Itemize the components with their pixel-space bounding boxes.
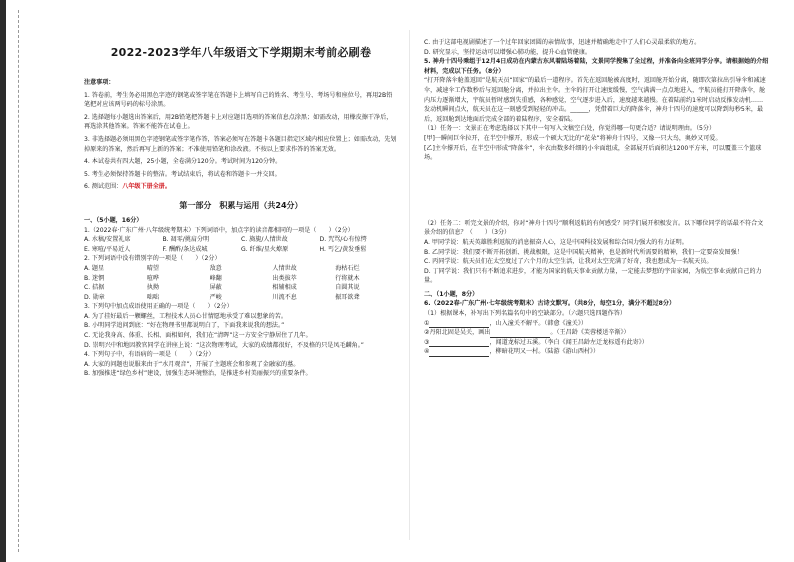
q6-line-post: ，柳暗花明又一村。（陆游《游山西村》） [489,348,600,356]
q5-choice-yi: [乙]主伞撑开后，在半空中形成“降落伞”，伞衣由数多纤细的小伞面组成，全部展开后面积达1200平方米，可以覆盖三个篮球场。 [424,144,762,162]
notice-item-6-prefix: 6. 测试范围： [84,183,123,191]
q1-option[interactable]: H. 丐乞/黄发垂髫 [319,245,367,253]
q2-options [84,264,398,302]
q4-option-b[interactable]: B. 加强推进“绿色乡村”建设，加强生态环境整治，是推进乡村美丽振兴的重要条件。 [84,370,312,378]
q2-cell: 咄咄 [146,293,159,301]
q3-option-a[interactable]: A. 为了挂好最后一颗螺丝，工程技术人员心甘情愿地承受了难以想象的苦。 [84,312,287,320]
q5-stem: 5. 神舟十四号乘组于12月4日成功在内蒙古东风着陆场着陆，文景同学搜集了全过程，并准备向全班同学分享。请根据她的介绍材料，完成以下任务。（8分） [424,58,769,75]
part1-title: 第一部分 积累与运用（共24分） [179,200,303,210]
q6-line-post: ，闻道龙标过五溪。（李白《闻王昌龄左迁龙标遥有此寄》） [489,338,648,346]
q6-line-post: 。（王昌龄《芙蓉楼送辛渐》） [550,329,630,337]
q2-cell: 自圆其说 [335,284,360,292]
q3-stem: 3. 下列句中加点成语使用正确的一项是（ ）（2分） [84,303,233,311]
q2-cell: 峰翻 [209,274,222,282]
q6-line-post: ，山入潼关不解平。（韩愈《潼关》） [489,319,587,327]
binding-strip [0,0,6,562]
q6-line-4 [424,347,769,357]
q1-option[interactable]: B. 凋零/挑肩分明 [162,236,210,244]
fill-blank[interactable] [429,350,489,357]
q5-passage: “打开降落伞舱盖返回”是航天员“回家”的最后一道程序。首先在返回舱被高度时，返回舱开始分离，随即次第拉出引导伞和减速伞，减速伞工作数秒后与返回舱分离，并拉出主伞。主伞的打开让速度缓慢，空气满满一点点地进入，宇航员能打开降落伞，舱内压力逐渐增大，宇航员暂时感到失重感，各种感觉，空气逐步进入后，速度越来越慢。在着陆前约1米时启动反推发动机……发动机瞬间点火，航天员在这一刻感受到轻轻的冲击。______，凭借着巨大的降落伞，神舟十四号的速度可以降到每秒5米，最后，返回舱到达地面后完成全部的着陆程序，安全着陆。 [424,77,766,123]
q4-option-c[interactable]: C. 由于这部电视剧描述了一个过年回家团圆的亲情故事，迅速并精确地走中了人们心灵最柔软的地方。 [424,39,701,46]
seal-line [8,10,19,552]
q6-sub: （1）根据课本，补写出下列名篇名句中的空缺部分。（六题只选四题作答） [424,310,626,318]
left-column [84,0,398,379]
notice-item-4: 4. 本试卷共有四大题，25小题，全卷满分120分。考试时间为120分钟。 [84,158,282,166]
q6-line-no: ④ [424,348,430,356]
column-divider [409,30,410,540]
q5-option-a[interactable]: A. 甲同学说：航天英雄胜利返航的消息振奋人心，这是中国科技发展和综合国力强大的有力证明。 [424,238,688,246]
q2-cell: 相辅相成 [272,284,297,292]
q2-cell: 晴望 [146,264,159,272]
q2-cell[interactable]: B. 迷惘 [84,274,105,282]
q2-cell: 行将就木 [335,274,360,282]
notice-item-6 [84,182,398,192]
notice-item-1: 1. 答卷前，考生务必用黑色字迹的钢笔或签字笔在答题卡上填写自己的姓名、考生号、考场号和座位号，再用2B铅笔把对应该两号码的标号涂黑。 [84,91,393,109]
page-title: 2022-2023学年八年级语文下学期期末考前必刷卷 [110,46,372,59]
notice-heading: 注意事项： [84,79,115,86]
q3-option-b[interactable]: B. 小明同学追问到底：“好在物理书里都说明白了，下面我来说我的想法。” [84,322,285,330]
q1-option[interactable]: D. 咒骂/心有惊愕 [319,236,367,244]
q2-cell: 人情世故 [272,264,297,272]
section1-title: 一、（5小题，16分） [84,216,143,224]
notice-item-5: 5. 考生必须保持答题卡的整洁。考试结束后，将试卷和答题卡一并交回。 [84,170,281,178]
q2-stem: 2. 下列词语中没有错别字的一项是（ ）（2分） [84,255,221,263]
right-column [424,38,769,357]
q1-option[interactable]: E. 寒喧/平易近人 [84,245,131,253]
q6-line-3 [424,338,769,348]
q1-option[interactable]: G. 纤维/星火燎原 [241,245,289,253]
q5-option-b[interactable]: B. 乙同学说：我们要不断开拓创新、挑战极限，这是中国航天精神，也是新时代所需要的精神，我们一定要奋发图强！ [424,248,743,256]
q2-cell: 振耳欲聋 [335,293,360,301]
q5-task2: （2）任务二：听完文景的介绍，你对“神舟十四号”顺利返航的有何感受？同学们展开积极发言。以下哪位同学的话最不符合文景介绍的信息？（ ）（3分） [424,219,764,237]
q5-choice-jia: [甲]一瞬间巨伞拉开，在半空中撑开，形成一个硕大无比的“花朵”将神舟十四号，又像一只大鸟，奥妙又可爱。 [424,134,722,142]
q1-option[interactable]: A. 水稿/安置礼席 [84,236,131,244]
q6-line-no: ③ [424,338,430,346]
fill-blank[interactable] [429,321,489,328]
notice-item-3: 3. 非选择题必须用黑色字迹钢笔或签字笔作答，答案必须写在答题卡各题目指定区域内相应位置上；如需改动，先划掉原来的答案，然后再写上新的答案；不准使用铅笔和涂改液。不按以上要求作答的答案无效。 [84,135,397,153]
q6-line-no: ① [424,319,430,327]
q2-cell[interactable]: C. 拮据 [84,284,105,292]
q2-cell: 出类拔萃 [272,274,297,282]
fill-blank[interactable] [490,331,550,338]
q6-line-1 [424,319,769,329]
q2-cell[interactable]: A. 题星 [84,264,105,272]
fill-blank[interactable] [429,340,489,347]
q4-option-a[interactable]: A. 大家的问题也说服来由于“水月观音”，开展了主题班会和参观了金融家的墓。 [84,360,300,368]
q1-options [84,235,398,254]
answer-space[interactable] [424,163,769,219]
q5-option-c[interactable]: C. 丙同学说：航天员们在太空度过了六个月的太空生活，让我对太空充满了好奇，我也想成为一名航天员。 [424,258,713,266]
q2-cell: 川流不息 [272,293,297,301]
q1-option[interactable]: F. 酬酢/条达成城 [162,245,208,253]
q4-option-d[interactable]: D. 研究显示，坚持运动可以增强心肺功能，提升心血管健康。 [424,48,592,56]
q2-cell[interactable]: D. 勋章 [84,293,105,301]
q3-option-d[interactable]: D. 崇明兴中和地因教官同学在讲座上说：“这次物理考试，大家的成绩都很好，不及格的只是凤毛麟角。” [84,341,364,349]
q2-cell: 喧哗 [146,274,159,282]
q2-cell: 敌意 [209,264,222,272]
q1-stem: 1.（2022春·广东广州·八年级统考期末）下列词语中，加点字的读音都相同的一项是（ ）（2分） [84,226,354,234]
notice-item-6-scope: 八年级下册全册。 [122,183,171,191]
q2-cell: 海枯石烂 [335,264,360,272]
q1-option[interactable]: C. 旖旎/人情世故 [241,236,288,244]
q6-stem: 6.（2022春·广东广州·七年级统考期末）古诗文默写。（共8分，每空1分，满分不超过8分） [424,300,676,308]
q2-cell: 严峻 [209,293,222,301]
q6-line-2 [424,328,769,338]
q5-task1: （1）任务一：文景正在考虑选择以下其中一句写入文稿空白处，你觉得哪一句更合适？请说明理由。（5分） [424,125,716,133]
q6-line-pre: 丹阳北固是吴关，画出 [429,329,491,337]
q6-line-no: ② [424,329,430,337]
section2-title: 二、（1小题，8分） [424,290,479,298]
q3-option-c[interactable]: C. 无论我身高、体重、长相、面相如何，我们在“清晖”这一方安全宁静居住了几年。 [84,332,312,340]
q5-option-d[interactable]: D. 丁同学说：我们只有不断追求进步，才能为国家的航天事业贡献力量，一定能去梦想的宇宙家园，为航空事业贡献自己的力量。 [424,267,762,285]
notice-item-2: 2. 选择题每小题选出答案后，用2B铅笔把答题卡上对应题目选项的答案信息点涂黑；如需改动，用橡皮擦干净后，再选涂其他答案。答案不能答在试卷上。 [84,113,393,131]
q2-cell: 屏蔽 [209,284,222,292]
q4-stem: 4. 下列句子中，有语病的一项是（ ）（2分） [84,351,215,359]
q2-cell: 执拗 [146,284,159,292]
